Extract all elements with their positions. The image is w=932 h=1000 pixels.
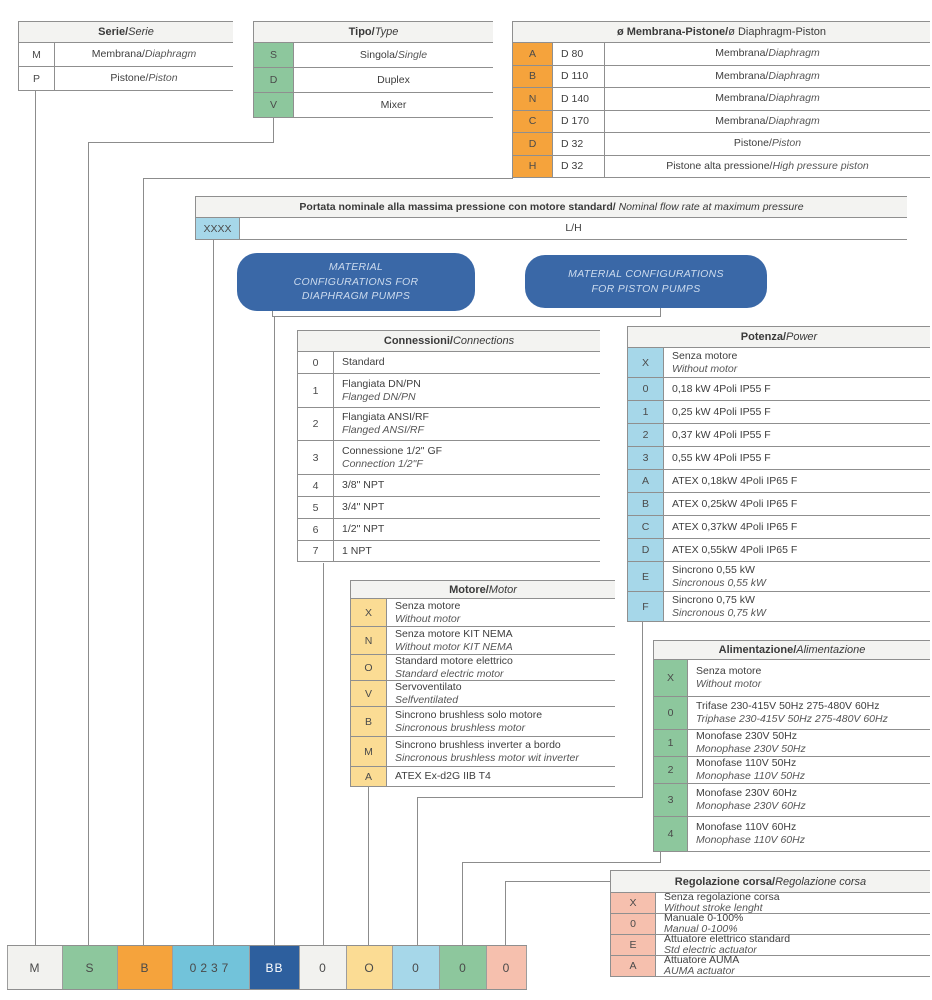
connector-line [273, 118, 274, 143]
connections-table [297, 330, 600, 562]
table-row [351, 767, 615, 787]
table-row [254, 43, 493, 68]
connector-line [323, 563, 324, 945]
table-row [611, 953, 930, 977]
table-row [254, 93, 493, 118]
table-row [628, 470, 930, 493]
table-row [654, 697, 930, 730]
table-row [513, 133, 930, 156]
size-cell: D 80 [553, 43, 605, 65]
desc-cell: 3/4" NPT [342, 501, 385, 514]
code-cell: 3 [628, 447, 664, 469]
desc-cell: Standard motore elettrico Standard electric motor [395, 654, 513, 680]
desc-cell: Senza motore Without motor [672, 349, 738, 375]
table-row [254, 68, 493, 93]
desc-cell: Senza motore Without motor [395, 599, 461, 625]
table-row [611, 911, 930, 935]
table-row [628, 378, 930, 401]
bottom-cell-motor: O [347, 946, 393, 989]
table-row [298, 497, 600, 519]
table-row [351, 681, 615, 707]
connector-line [35, 91, 36, 945]
code-cell: V [351, 681, 387, 706]
bottom-cell-material: BB [250, 946, 300, 989]
code-cell: F [628, 592, 664, 621]
diaphragm-piston-table-title: ø Membrana-Pistone/ø Diaphragm-Piston [513, 21, 930, 43]
connector-line [660, 852, 661, 862]
desc-cell: ATEX 0,25kW 4Poli IP65 F [672, 497, 798, 510]
desc-cell: 0,18 kW 4Poli IP55 F [672, 382, 771, 395]
code-cell: D [254, 68, 294, 92]
power-table [627, 326, 930, 622]
connector-line [505, 881, 506, 945]
desc-cell: Duplex [377, 73, 410, 86]
table-row [351, 737, 615, 767]
desc-cell: Standard [342, 356, 385, 369]
desc-cell: Servoventilato Selfventilated [395, 680, 462, 706]
desc-cell: Flangiata ANSI/RF Flanged ANSI/RF [342, 411, 429, 436]
connector-line [88, 142, 89, 945]
table-row [196, 218, 907, 240]
code-cell: M [19, 43, 55, 66]
table-row [654, 660, 930, 697]
code-cell: A [611, 956, 656, 976]
code-cell: B [513, 66, 553, 88]
desc-cell: Monofase 230V 50Hz Monophase 230V 50Hz [696, 730, 806, 755]
desc-cell: 0,25 kW 4Poli IP55 F [672, 405, 771, 418]
bottom-cell-connections: 0 [300, 946, 347, 989]
connector-line [505, 881, 610, 882]
table-row [628, 348, 930, 378]
bottom-cell-supply: 0 [440, 946, 487, 989]
code-cell: E [611, 935, 656, 955]
code-cell: 3 [654, 784, 688, 816]
desc-cell: Attuatore elettrico standard Std electric actuator [664, 932, 791, 956]
desc-cell: Membrana/ Diaphragm [715, 47, 820, 60]
table-row [628, 447, 930, 470]
desc-cell: 0,55 kW 4Poli IP55 F [672, 451, 771, 464]
desc-cell: Monofase 110V 50Hz Monophase 110V 50Hz [696, 757, 805, 782]
desc-cell: Mixer [380, 98, 407, 111]
connector-line [417, 797, 418, 945]
table-row [654, 784, 930, 817]
table-row [654, 817, 930, 852]
code-cell: 1 [298, 374, 334, 407]
size-cell: D 110 [553, 66, 605, 88]
flow-rate-title: Portata nominale alla massima pressione con motore standard/ Nominal flow rate at maximum pressure [196, 196, 907, 218]
connector-line [143, 178, 144, 945]
desc-cell: Trifase 230-415V 50Hz 275-480V 60Hz Triphase 230-415V 50Hz 275-480V 60Hz [696, 700, 888, 725]
serie-table-title: Serie/Serie [19, 21, 233, 43]
power-supply-table [653, 640, 930, 852]
code-cell: C [628, 516, 664, 538]
bottom-cell-flow: 0237 [173, 946, 250, 989]
desc-cell: Pistone/ Piston [733, 137, 802, 150]
code-cell: D [513, 133, 553, 155]
desc-cell: 1 NPT [342, 544, 372, 557]
power-supply-table-title: Alimentazione/Alimentazione [654, 640, 930, 660]
stroke-adjustment-table-title: Regolazione corsa/Regolazione corsa [611, 870, 930, 893]
connections-table-title: Connessioni/Connections [298, 330, 600, 352]
connector-line [462, 862, 661, 863]
desc-cell: Pistone alta pressione/ High pressure piston [666, 159, 869, 172]
code-cell: 2 [298, 408, 334, 440]
connector-line [88, 142, 274, 143]
desc-cell: Sincrono 0,55 kW Sincronous 0,55 kW [672, 563, 766, 589]
desc-cell: Monofase 230V 60Hz Monophase 230V 60Hz [696, 787, 806, 812]
table-row [628, 401, 930, 424]
flow-unit-cell: L/H [565, 222, 582, 235]
code-cell: X [611, 893, 656, 913]
table-row [628, 424, 930, 447]
desc-cell: Senza motore Without motor [696, 665, 762, 690]
tipo-table-title: Tipo/Type [254, 21, 493, 43]
bottom-cell-stroke: 0 [487, 946, 527, 989]
code-cell: S [254, 43, 294, 67]
code-cell: 3 [298, 441, 334, 474]
table-row [19, 43, 233, 67]
desc-cell: ATEX Ex-d2G IIB T4 [395, 770, 491, 783]
code-cell: O [351, 655, 387, 680]
table-row [654, 757, 930, 784]
code-cell: N [351, 627, 387, 654]
code-cell: 0 [628, 378, 664, 400]
desc-cell: Singola/ Single [359, 48, 428, 61]
desc-cell: Attuatore AUMA AUMA actuator [664, 953, 740, 977]
table-row [513, 88, 930, 111]
desc-cell: 1/2" NPT [342, 523, 385, 536]
flow-code-cell: XXXX [196, 218, 240, 239]
code-cell: N [513, 88, 553, 110]
table-row [298, 475, 600, 497]
table-row [513, 66, 930, 89]
desc-cell: Manuale 0-100% Manual 0-100% [664, 911, 744, 935]
code-cell: A [513, 43, 553, 65]
desc-cell: Membrana/ Diaphragm [91, 48, 197, 61]
table-row [351, 599, 615, 627]
desc-cell: Membrana/ Diaphragm [715, 92, 820, 105]
table-row [513, 43, 930, 66]
table-row [298, 519, 600, 541]
code-cell: A [351, 767, 387, 786]
table-row [298, 352, 600, 374]
bottom-cell-diaphragm: B [118, 946, 173, 989]
code-cell: H [513, 156, 553, 178]
desc-cell: ATEX 0,55kW 4Poli IP65 F [672, 543, 798, 556]
code-cell: 2 [628, 424, 664, 446]
bottom-cell-tipo: S [63, 946, 118, 989]
desc-cell: Senza motore KIT NEMA Without motor KIT NEMA [395, 627, 513, 653]
table-row [628, 539, 930, 562]
size-cell: D 32 [553, 133, 605, 155]
code-cell: 4 [298, 475, 334, 496]
table-row [513, 156, 930, 179]
code-cell: 0 [298, 352, 334, 373]
code-cell: 0 [654, 697, 688, 729]
table-row [298, 441, 600, 475]
table-row [351, 627, 615, 655]
desc-cell: Membrana/ Diaphragm [715, 114, 820, 127]
code-cell: V [254, 93, 294, 117]
code-cell: 6 [298, 519, 334, 540]
code-cell: 4 [654, 817, 688, 851]
table-row [628, 493, 930, 516]
desc-cell: Monofase 110V 60Hz Monophase 110V 60Hz [696, 821, 805, 846]
code-cell: A [628, 470, 664, 492]
final-model-code-row [7, 945, 527, 990]
size-cell: D 140 [553, 88, 605, 110]
code-cell: 0 [611, 914, 656, 934]
table-row [19, 67, 233, 91]
diaphragm-piston-table [512, 21, 930, 178]
code-cell: X [351, 599, 387, 626]
table-row [298, 408, 600, 441]
code-cell: 5 [298, 497, 334, 518]
size-cell: D 32 [553, 156, 605, 178]
table-row [351, 655, 615, 681]
serie-table [18, 21, 233, 91]
motor-table-title: Motore/Motor [351, 580, 615, 599]
desc-cell: Sincrono 0,75 kW Sincronous 0,75 kW [672, 593, 766, 619]
table-row [351, 707, 615, 737]
desc-cell: 0,37 kW 4Poli IP55 F [672, 428, 771, 441]
code-cell: B [628, 493, 664, 515]
code-cell: X [628, 348, 664, 377]
table-row [513, 111, 930, 134]
code-cell: P [19, 67, 55, 90]
desc-cell: ATEX 0,37kW 4Poli IP65 F [672, 520, 798, 533]
connector-line [272, 316, 661, 317]
material-config-box-piston: MATERIAL CONFIGURATIONS FOR PISTON PUMPS [525, 255, 767, 308]
desc-cell: Flangiata DN/PN Flanged DN/PN [342, 377, 421, 403]
table-row [628, 592, 930, 622]
code-cell: E [628, 562, 664, 591]
connector-line [368, 787, 369, 945]
table-row [298, 374, 600, 408]
material-config-box-diaphragm: MATERIAL CONFIGURATIONS FOR DIAPHRAGM PUMPS [237, 253, 475, 311]
connector-line [642, 622, 643, 797]
power-table-title: Potenza/Power [628, 326, 930, 348]
motor-table [350, 580, 615, 787]
connector-line [143, 178, 513, 179]
table-row [298, 541, 600, 562]
desc-cell: Pistone/ Piston [110, 72, 178, 85]
bottom-cell-power: 0 [393, 946, 440, 989]
code-cell: 1 [654, 730, 688, 756]
code-cell: C [513, 111, 553, 133]
desc-cell: ATEX 0,18kW 4Poli IP65 F [672, 474, 798, 487]
code-cell: 1 [628, 401, 664, 423]
desc-cell: Senza regolazione corsa Without stroke lenght [664, 890, 780, 914]
desc-cell: Sincrono brushless solo motore Sincronous brushless motor [395, 708, 543, 734]
connector-line [417, 797, 643, 798]
desc-cell: Sincrono brushless inverter a bordo Sincronous brushless motor wit inverter [395, 738, 579, 764]
code-cell: X [654, 660, 688, 696]
code-cell: B [351, 707, 387, 736]
connector-line [274, 316, 275, 945]
code-cell: 2 [654, 757, 688, 783]
bottom-cell-serie: M [7, 946, 63, 989]
table-row [654, 730, 930, 757]
desc-cell: Membrana/ Diaphragm [715, 69, 820, 82]
desc-cell: Connessione 1/2" GF Connection 1/2"F [342, 444, 443, 470]
table-row [611, 890, 930, 914]
table-row [611, 932, 930, 956]
connector-line [462, 862, 463, 945]
code-cell: 7 [298, 541, 334, 561]
table-row [628, 516, 930, 539]
tipo-table [253, 21, 493, 118]
code-cell: D [628, 539, 664, 561]
table-row [628, 562, 930, 592]
connector-line [213, 240, 214, 945]
code-cell: M [351, 737, 387, 766]
desc-cell: 3/8" NPT [342, 479, 385, 492]
stroke-adjustment-table [610, 870, 930, 977]
size-cell: D 170 [553, 111, 605, 133]
flow-rate-table [195, 196, 907, 240]
